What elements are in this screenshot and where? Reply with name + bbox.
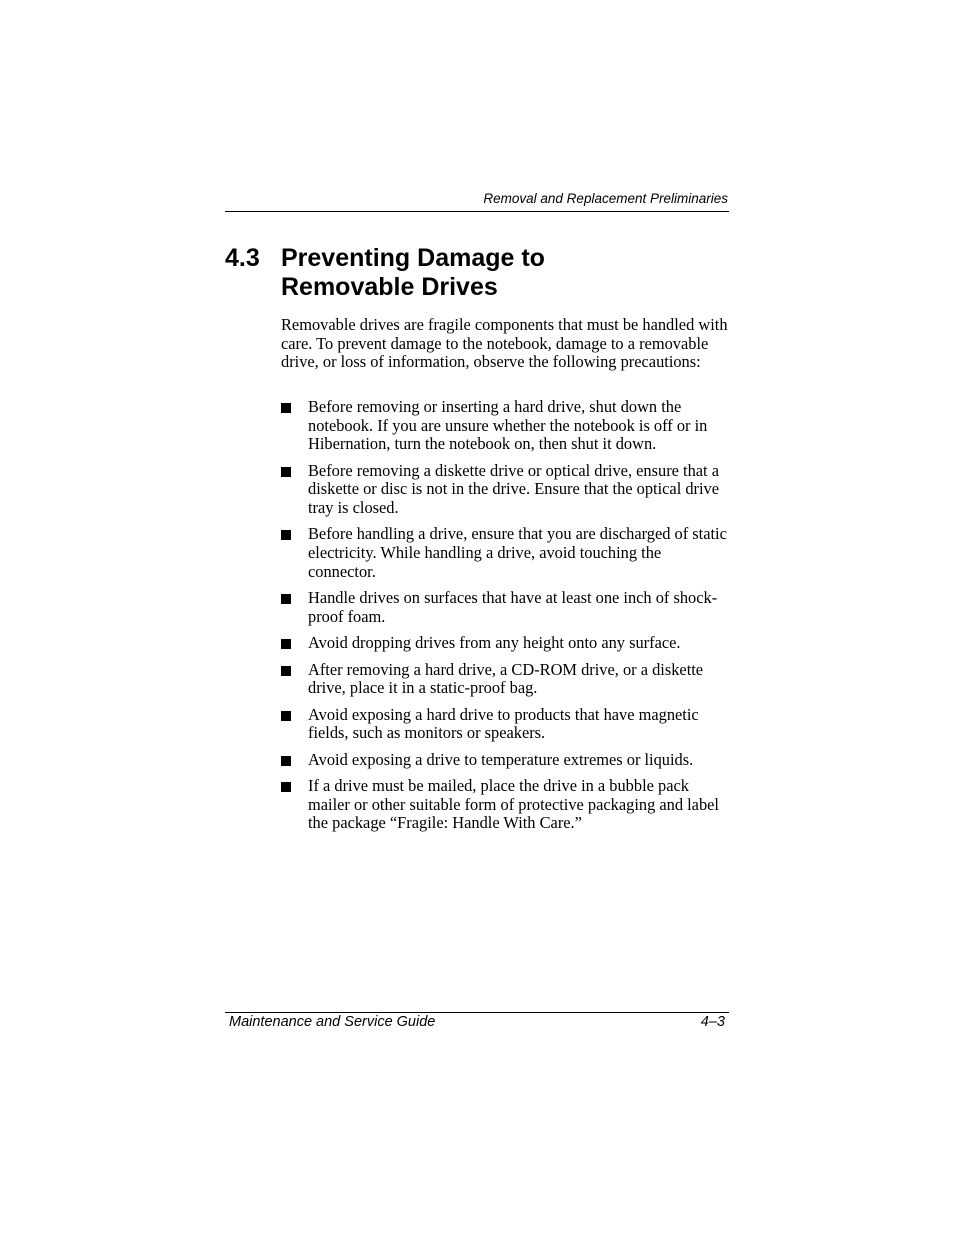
- square-bullet-icon: [281, 711, 291, 721]
- square-bullet-icon: [281, 530, 291, 540]
- list-item: [281, 706, 729, 743]
- list-item: [281, 398, 729, 454]
- header-rule: [225, 211, 729, 212]
- footer-page-number: 4–3: [700, 1014, 725, 1030]
- list-item-text: Handle drives on surfaces that have at least one inch of shock-proof foam.: [308, 588, 718, 626]
- section-title: Preventing Damage to Removable Drives: [281, 244, 545, 301]
- list-item: [281, 634, 729, 653]
- list-item: [281, 777, 729, 833]
- list-item: [281, 661, 729, 698]
- square-bullet-icon: [281, 594, 291, 604]
- list-item: [281, 525, 729, 581]
- square-bullet-icon: [281, 666, 291, 676]
- list-item: [281, 751, 729, 770]
- list-item-text: Before removing or inserting a hard drive, shut down the notebook. If you are unsure whether the notebook is off or in Hibernation, turn the notebook on, then shut it down.: [308, 397, 708, 454]
- list-item-text: Avoid exposing a hard drive to products that have magnetic fields, such as monitors or speakers.: [308, 704, 699, 743]
- list-item-text: If a drive must be mailed, place the drive in a bubble pack mailer or other suitable form of protective packaging and label the package “Fragile: Handle With Care.”: [308, 776, 719, 833]
- precautions-list: [281, 398, 729, 841]
- square-bullet-icon: [281, 467, 291, 477]
- running-header: Removal and Replacement Preliminaries: [483, 191, 728, 206]
- section-number: 4.3: [225, 244, 260, 272]
- square-bullet-icon: [281, 782, 291, 792]
- list-item-text: After removing a hard drive, a CD-ROM drive, or a diskette drive, place it in a static-proof bag.: [308, 659, 704, 698]
- list-item-text: Before removing a diskette drive or optical drive, ensure that a diskette or disc is not in the drive. Ensure that the optical drive tray is closed.: [308, 460, 720, 517]
- section-heading: [225, 244, 745, 302]
- list-item-text: Avoid dropping drives from any height onto any surface.: [308, 633, 681, 653]
- intro-paragraph: Removable drives are fragile components that must be handled with care. To prevent damage to the notebook, damage to a removable drive, or loss of information, observe the following precautions:: [281, 315, 728, 372]
- list-item: [281, 462, 729, 518]
- list-item-text: Before handling a drive, ensure that you are discharged of static electricity. While handling a drive, avoid touching the connector.: [308, 524, 727, 581]
- square-bullet-icon: [281, 639, 291, 649]
- footer-guide-title: Maintenance and Service Guide: [229, 1014, 436, 1030]
- square-bullet-icon: [281, 403, 291, 413]
- list-item-text: Avoid exposing a drive to temperature extremes or liquids.: [308, 749, 694, 769]
- list-item: [281, 589, 729, 626]
- square-bullet-icon: [281, 756, 291, 766]
